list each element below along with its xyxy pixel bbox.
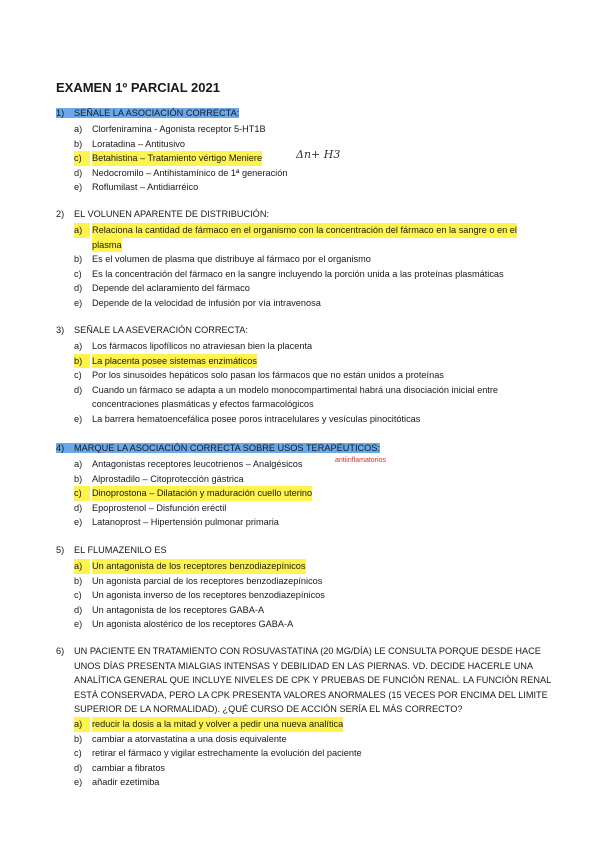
option-letter: b) bbox=[74, 733, 83, 744]
option-letter: d) bbox=[74, 384, 83, 395]
answer-option bbox=[56, 281, 269, 296]
option-text: Un agonista alostérico de los receptores GABA-A bbox=[92, 619, 294, 630]
option-letter: d) bbox=[74, 502, 83, 513]
question-5 bbox=[56, 543, 325, 632]
question-number: 1) bbox=[56, 108, 65, 118]
answer-option bbox=[56, 267, 504, 282]
option-text: Clorfeniramina - Agonista receptor 5-HT1B bbox=[92, 124, 266, 135]
option-letter: e) bbox=[74, 517, 83, 528]
option-letter: c) bbox=[74, 151, 90, 166]
option-text: concentraciones plasmáticas y efectos farmacológicos bbox=[92, 399, 314, 410]
option-text-correct: Un antagonista de los receptores benzodiazepínicos bbox=[92, 559, 306, 574]
option-text: Cuando un fármaco se adapta a un modelo monocompartimental habrá una disociación inicial entre bbox=[92, 384, 499, 395]
heading-highlight bbox=[74, 675, 551, 685]
option-letter: a) bbox=[74, 459, 83, 470]
question-heading-text: MARQUE LA ASOCIACIÓN CORRECTA SOBRE USOS TERAPÉUTICOS: bbox=[74, 443, 380, 453]
option-text: Es la concentración del fármaco en la sangre incluyendo la porción unida a las proteínas plasmáticas bbox=[92, 268, 504, 279]
question-number: 3) bbox=[56, 325, 65, 335]
option-letter: e) bbox=[74, 182, 83, 193]
question-6 bbox=[56, 644, 551, 790]
answer-option bbox=[56, 574, 323, 589]
question-heading bbox=[56, 323, 248, 338]
answer-option bbox=[56, 515, 380, 530]
option-text-correct: Dinoprostona – Dilatación y maduración cuello uterino bbox=[92, 486, 312, 501]
question-heading bbox=[56, 441, 380, 456]
option-text-correct: Betahistina – Tratamiento vértigo Meniere bbox=[92, 151, 262, 166]
answer-option bbox=[56, 412, 421, 427]
answer-option bbox=[56, 617, 294, 632]
heading-highlight bbox=[56, 646, 541, 656]
question-heading-text: SEÑALE LA ASEVERACIÓN CORRECTA: bbox=[74, 325, 248, 335]
answer-option bbox=[56, 603, 265, 618]
heading-highlight bbox=[56, 545, 167, 555]
answer-option bbox=[56, 252, 371, 267]
answer-option bbox=[56, 383, 499, 398]
question-number: 4) bbox=[56, 443, 65, 453]
heading-highlight bbox=[56, 108, 239, 118]
question-heading bbox=[56, 207, 269, 222]
option-text-correct: La placenta posee sistemas enzimáticos bbox=[92, 354, 257, 369]
answer-option bbox=[56, 746, 551, 761]
answer-option bbox=[56, 151, 263, 166]
option-letter: a) bbox=[74, 559, 90, 574]
option-letter: c) bbox=[74, 748, 82, 759]
answer-option bbox=[56, 223, 517, 238]
option-letter: e) bbox=[74, 298, 83, 309]
option-letter: b) bbox=[74, 575, 83, 586]
heading-highlight bbox=[56, 209, 269, 219]
option-text: Es el volumen de plasma que distribuye al fármaco por el organismo bbox=[92, 254, 371, 265]
option-text: Latanoprost – Hipertensión pulmonar primaria bbox=[92, 517, 279, 528]
answer-option bbox=[56, 339, 313, 354]
option-text: Nedocromilo – Antihistamínico de 1ª generación bbox=[92, 167, 288, 178]
answer-option bbox=[56, 368, 444, 383]
option-text: Depende de la velocidad de infusión por vía intravenosa bbox=[92, 298, 321, 309]
option-letter: b) bbox=[74, 254, 83, 265]
question-heading bbox=[56, 688, 551, 703]
exam-title: EXAMEN 1º PARCIAL 2021 bbox=[56, 80, 220, 95]
answer-option bbox=[56, 559, 306, 574]
option-letter: d) bbox=[74, 167, 83, 178]
option-letter: c) bbox=[74, 486, 90, 501]
option-letter: c) bbox=[74, 268, 82, 279]
option-text: Loratadina – Antitusivo bbox=[92, 138, 185, 149]
answer-option bbox=[56, 137, 239, 152]
option-text: Un agonista inverso de los receptores benzodiazepínicos bbox=[92, 590, 325, 601]
option-letter: c) bbox=[74, 370, 82, 381]
option-letter: d) bbox=[74, 762, 83, 773]
question-heading-text: UN PACIENTE EN TRATAMIENTO CON ROSUVASTATINA (20 MG/DÍA) LE CONSULTA PORQUE DESDE HACE bbox=[74, 646, 541, 656]
answer-option bbox=[56, 775, 551, 790]
answer-option bbox=[56, 166, 288, 181]
option-text: cambiar a atorvastatina a una dosis equivalente bbox=[92, 733, 287, 744]
question-heading bbox=[56, 106, 239, 121]
question-heading bbox=[56, 659, 551, 674]
option-letter: b) bbox=[74, 138, 83, 149]
heading-highlight bbox=[74, 661, 533, 671]
question-1 bbox=[56, 106, 288, 195]
answer-option bbox=[56, 472, 380, 487]
question-3 bbox=[56, 323, 499, 427]
question-heading bbox=[56, 543, 167, 558]
option-text: Un antagonista de los receptores GABA-A bbox=[92, 604, 265, 615]
heading-highlight bbox=[56, 443, 380, 453]
handwritten-annotation: Δn+ H3 bbox=[296, 148, 341, 161]
answer-option bbox=[56, 761, 551, 776]
answer-option bbox=[56, 588, 325, 603]
option-letter: b) bbox=[74, 473, 83, 484]
question-heading-text: ESTÁ CONSERVADA, PERO LA CPK PRESENTA VALORES ANORMALES (15 VECES POR ENCIMA DEL LIMITE bbox=[74, 689, 548, 700]
question-heading bbox=[56, 702, 551, 717]
option-letter: d) bbox=[74, 283, 83, 294]
question-2 bbox=[56, 207, 517, 311]
answer-option-continuation bbox=[56, 238, 269, 253]
option-letter: b) bbox=[74, 354, 90, 369]
option-text: Un agonista parcial de los receptores benzodiazepínicos bbox=[92, 575, 323, 586]
option-letter: a) bbox=[74, 124, 83, 135]
option-letter: a) bbox=[74, 717, 90, 732]
option-letter: c) bbox=[74, 590, 82, 601]
answer-option bbox=[56, 122, 266, 137]
question-heading-text: SEÑALE LA ASOCIACIÓN CORRECTA: bbox=[74, 108, 240, 118]
option-text-correct: plasma bbox=[92, 238, 122, 253]
answer-option-continuation bbox=[56, 397, 314, 412]
question-heading-text: EL VOLUNEN APARENTE DE DISTRIBUCIÓN: bbox=[74, 209, 270, 219]
option-text-correct: Relaciona la cantidad de fármaco en el organismo con la concentración del fármaco en la sangre o en el bbox=[92, 223, 517, 238]
option-text: Los fármacos lipofílicos no atraviesan bien la placenta bbox=[92, 341, 313, 352]
question-number: 5) bbox=[56, 545, 65, 555]
answer-option bbox=[56, 732, 551, 747]
option-letter: a) bbox=[74, 223, 90, 238]
heading-highlight bbox=[74, 704, 463, 714]
question-heading bbox=[56, 673, 551, 688]
answer-option bbox=[56, 296, 321, 311]
option-text-correct: reducir la dosis a la mitad y volver a pedir una nueva analítica bbox=[92, 717, 343, 732]
answer-option bbox=[56, 457, 380, 472]
option-text: Antagonistas receptores leucotrienos – Analgésicos bbox=[92, 459, 303, 470]
answer-option bbox=[56, 501, 380, 516]
heading-highlight bbox=[74, 690, 548, 700]
option-text: Por los sinusoides hepáticos solo pasan los fármacos que no están unidos a proteínas bbox=[92, 370, 444, 381]
option-text: añadir ezetimiba bbox=[92, 777, 160, 788]
question-heading-text: SUPERIOR DE LA NORMALIDAD). ¿QUÉ CURSO DE ACCIÓN SERÍA EL MÁS CORRECTO? bbox=[74, 704, 463, 715]
option-letter: a) bbox=[74, 341, 83, 352]
answer-option bbox=[56, 486, 380, 501]
answer-option bbox=[56, 180, 239, 195]
option-letter: e) bbox=[74, 414, 83, 425]
option-text: Depende del aclaramiento del fármaco bbox=[92, 283, 250, 294]
question-heading-text: UNOS DÍAS PRESENTA MIALGIAS INTENSAS Y DEBILIDAD EN LAS PIERNAS. VD. DECIDE HACERLE UNA bbox=[74, 660, 533, 671]
option-letter: d) bbox=[74, 604, 83, 615]
option-letter: e) bbox=[74, 777, 83, 788]
heading-highlight bbox=[56, 325, 248, 335]
question-number: 2) bbox=[56, 209, 65, 219]
answer-option bbox=[56, 717, 551, 732]
question-number: 6) bbox=[56, 646, 65, 656]
question-heading-text: EL FLUMAZENILO ES bbox=[74, 545, 167, 555]
answer-option bbox=[56, 354, 257, 369]
red-annotation: antiinflamatorios bbox=[335, 457, 386, 464]
question-heading-text: ANALÍTICA GENERAL QUE INCLUYE NIVELES DE CPK Y PRUEBAS DE FUNCIÓN RENAL. LA FUNCIÓN RENAL bbox=[74, 675, 552, 686]
option-text: Alprostadilo – Citoprotección gástrica bbox=[92, 473, 244, 484]
option-text: retirar el fármaco y vigilar estrechamente la evolución del paciente bbox=[92, 748, 362, 759]
option-text: Roflumilast – Antidiarréico bbox=[92, 182, 199, 193]
option-text: La barrera hematoencefálica posee poros intracelulares y vesículas pinocitóticas bbox=[92, 414, 421, 425]
option-text: Epoprostenol – Disfunción eréctil bbox=[92, 502, 227, 513]
option-text: cambiar a fibratos bbox=[92, 762, 166, 773]
question-heading bbox=[56, 644, 551, 659]
question-4 bbox=[56, 441, 380, 530]
option-letter: e) bbox=[74, 619, 83, 630]
